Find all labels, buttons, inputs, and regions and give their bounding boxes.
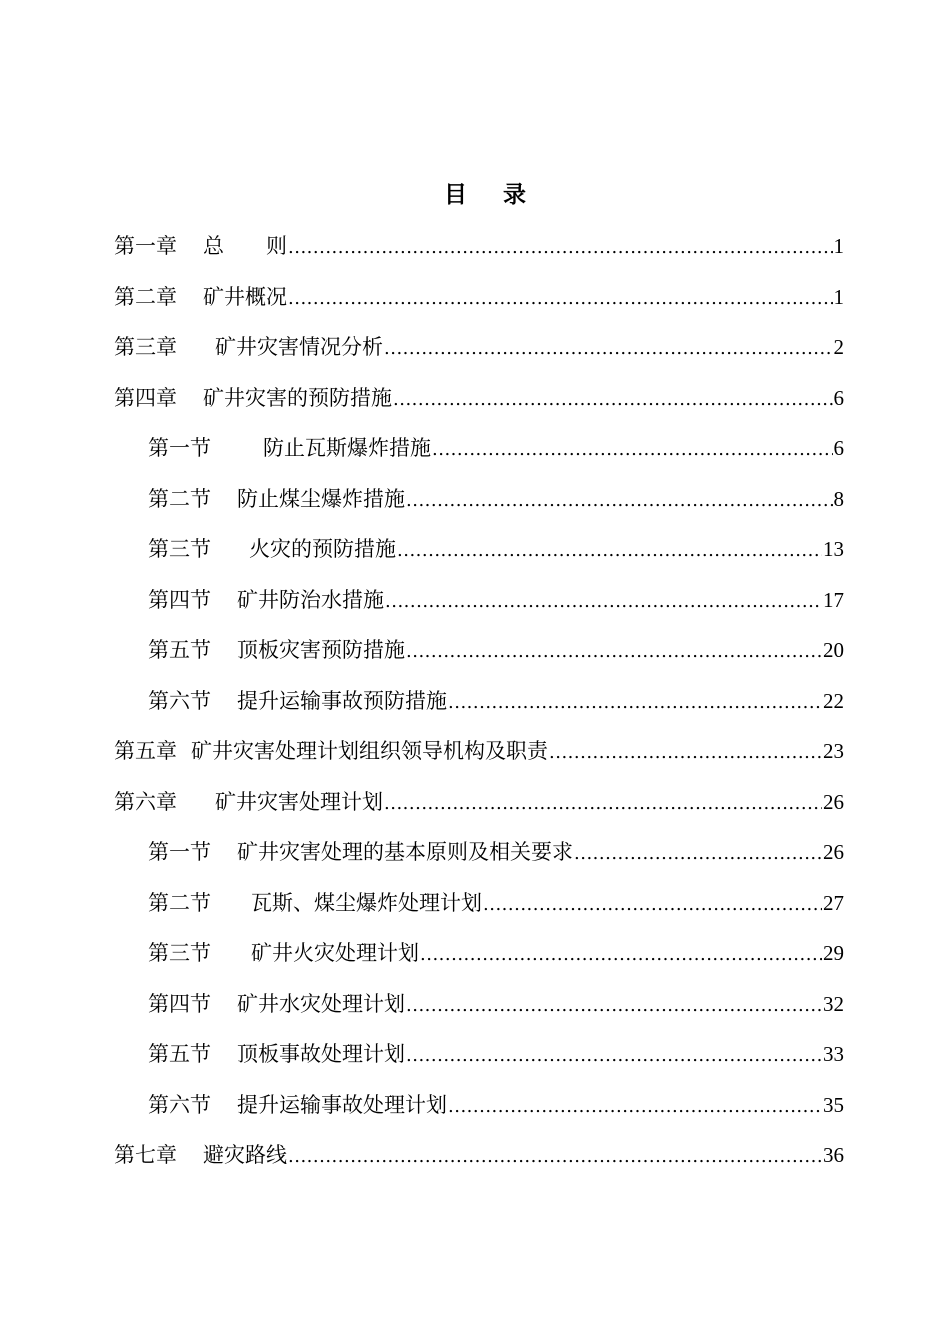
toc-entry-page-number: 17 [823, 587, 844, 612]
toc-entry-number: 第六节 [148, 1092, 211, 1117]
toc-entry-section[interactable] [114, 987, 844, 1038]
toc-entry-number: 第四节 [148, 991, 211, 1016]
toc-entry-page-number: 6 [833, 385, 844, 410]
toc-entry-page-number: 27 [823, 890, 844, 915]
toc-entry-number: 第五节 [148, 1042, 211, 1066]
toc-entry-section[interactable] [114, 583, 844, 634]
toc-entry-page-number: 2 [833, 335, 844, 359]
toc-dot-leader [406, 989, 822, 1023]
toc-entry-number: 第六章 [114, 789, 177, 814]
toc-entry-chapter[interactable] [114, 280, 844, 331]
toc-entry-number: 第七章 [114, 1143, 177, 1167]
toc-entry-title: 总 则 [203, 234, 287, 258]
toc-entry-number: 第一节 [148, 840, 211, 864]
toc-entry-title: 矿井灾害的预防措施 [203, 385, 392, 410]
toc-entry-number: 第二节 [148, 890, 211, 915]
toc-dot-leader [483, 888, 822, 922]
toc-dot-leader [384, 787, 822, 821]
toc-entry-title: 矿井灾害处理计划组织领导机构及职责 [191, 739, 548, 763]
toc-entry-title: 矿井防治水措施 [237, 587, 384, 612]
toc-dot-leader [384, 332, 833, 366]
toc-entry-chapter[interactable] [114, 381, 844, 432]
toc-entry-number: 第六节 [148, 688, 211, 713]
toc-entry-title: 提升运输事故处理计划 [237, 1092, 447, 1117]
toc-entry-number: 第二章 [114, 284, 177, 309]
toc-entry-page-number: 23 [823, 739, 844, 763]
toc-dot-leader [288, 282, 833, 316]
toc-entry-title: 瓦斯、煤尘爆炸处理计划 [251, 890, 482, 915]
toc-entry-section[interactable] [114, 431, 844, 482]
toc-entry-title: 防止煤尘爆炸措施 [237, 486, 405, 511]
toc-entry-number: 第四节 [148, 587, 211, 612]
toc-entry-title: 避灾路线 [203, 1143, 287, 1167]
toc-dot-leader [448, 1090, 822, 1124]
toc-entry-page-number: 1 [833, 234, 844, 258]
toc-entry-title: 矿井灾害处理的基本原则及相关要求 [237, 840, 573, 864]
toc-entry-number: 第五章 [114, 739, 177, 763]
toc-entry-page-number: 33 [823, 1042, 844, 1066]
toc-heading [0, 178, 950, 212]
toc-entry-title: 顶板事故处理计划 [237, 1042, 405, 1066]
toc-entry-section[interactable] [114, 532, 844, 583]
toc-entry-page-number: 26 [823, 840, 844, 864]
toc-entry-page-number: 13 [823, 537, 844, 561]
toc-entry-chapter[interactable] [114, 229, 844, 280]
toc-entry-number: 第四章 [114, 385, 177, 410]
toc-dot-leader [288, 1140, 822, 1174]
toc-entry-section[interactable] [114, 886, 844, 937]
toc-entry-number: 第五节 [148, 638, 211, 662]
toc-entry-page-number: 32 [823, 991, 844, 1016]
toc-heading-char-2: 录 [503, 181, 526, 208]
toc-entry-number: 第一节 [148, 436, 211, 460]
toc-dot-leader [288, 231, 833, 265]
toc-dot-leader [420, 938, 822, 972]
toc-entry-title: 矿井水灾处理计划 [237, 991, 405, 1016]
toc-entry-section[interactable] [114, 1088, 844, 1139]
toc-entry-section[interactable] [114, 835, 844, 886]
toc-entry-section[interactable] [114, 1037, 844, 1088]
toc-entry-section[interactable] [114, 684, 844, 735]
toc-entry-page-number: 36 [823, 1143, 844, 1167]
toc-entry-title: 矿井火灾处理计划 [251, 941, 419, 965]
toc-entry-chapter[interactable] [114, 330, 844, 381]
toc-dot-leader [397, 534, 822, 568]
toc-entry-section[interactable] [114, 936, 844, 987]
toc-entry-chapter[interactable] [114, 734, 844, 785]
toc-entry-title: 矿井灾害处理计划 [215, 789, 383, 814]
toc-entry-page-number: 1 [833, 284, 844, 309]
toc-dot-leader [432, 433, 833, 467]
toc-entry-page-number: 26 [823, 789, 844, 814]
toc-entry-section[interactable] [114, 482, 844, 533]
toc-dot-leader [549, 736, 822, 770]
toc-entry-number: 第二节 [148, 486, 211, 511]
toc-entry-page-number: 22 [823, 688, 844, 713]
toc-entry-page-number: 29 [823, 941, 844, 965]
toc-entry-title: 火灾的预防措施 [249, 537, 396, 561]
toc-entry-title: 提升运输事故预防措施 [237, 688, 447, 713]
table-of-contents [114, 229, 844, 1189]
toc-entry-title: 矿井灾害情况分析 [215, 335, 383, 359]
toc-entry-number: 第一章 [114, 234, 177, 258]
toc-entry-section[interactable] [114, 633, 844, 684]
toc-dot-leader [385, 585, 822, 619]
toc-entry-title: 防止瓦斯爆炸措施 [263, 436, 431, 460]
toc-dot-leader [406, 484, 833, 518]
toc-entry-chapter[interactable] [114, 785, 844, 836]
toc-heading-char-1: 目 [444, 181, 467, 208]
toc-dot-leader [393, 383, 833, 417]
toc-entry-title: 矿井概况 [203, 284, 287, 309]
toc-entry-page-number: 35 [823, 1092, 844, 1117]
toc-dot-leader [448, 686, 822, 720]
toc-entry-page-number: 8 [833, 486, 844, 511]
toc-entry-number: 第三节 [148, 537, 211, 561]
toc-entry-number: 第三章 [114, 335, 177, 359]
toc-entry-page-number: 20 [823, 638, 844, 662]
toc-dot-leader [574, 837, 822, 871]
toc-entry-chapter[interactable] [114, 1138, 844, 1189]
toc-dot-leader [406, 635, 822, 669]
toc-entry-title: 顶板灾害预防措施 [237, 638, 405, 662]
toc-entry-page-number: 6 [833, 436, 844, 460]
toc-dot-leader [406, 1039, 822, 1073]
toc-entry-number: 第三节 [148, 941, 211, 965]
